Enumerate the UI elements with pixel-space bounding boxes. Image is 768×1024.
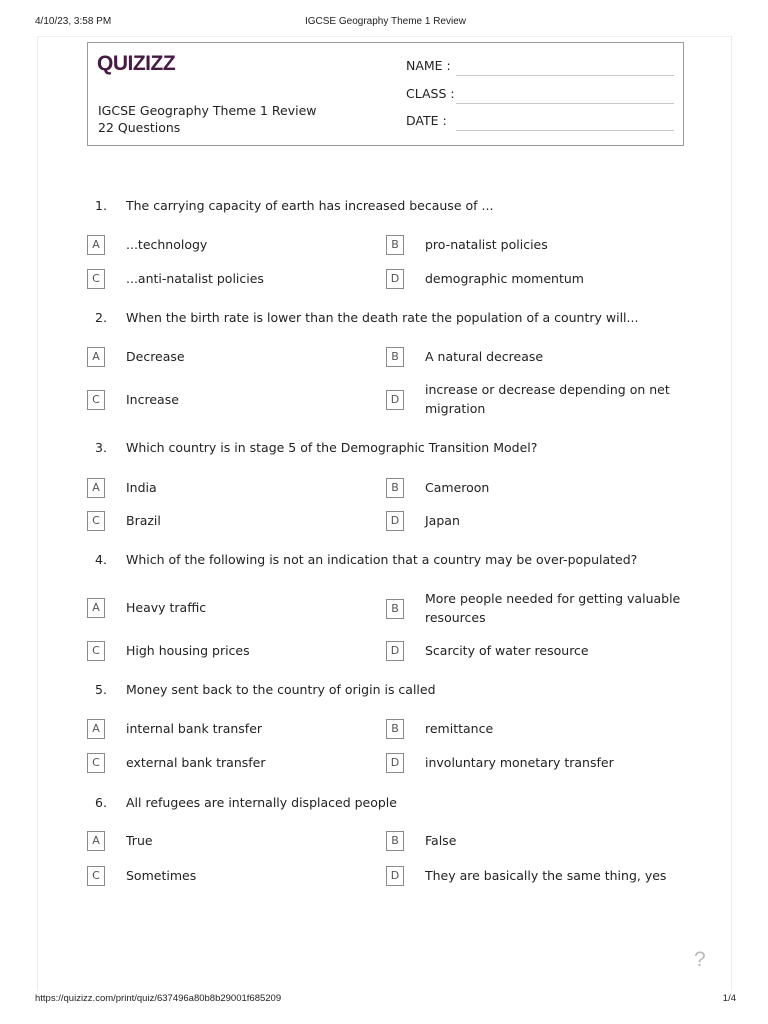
option-text: involuntary monetary transfer xyxy=(425,755,614,770)
option-letter: C xyxy=(87,269,105,289)
question-number: 5. xyxy=(95,682,107,697)
print-title: IGCSE Geography Theme 1 Review xyxy=(304,16,466,27)
option-text: More people needed for getting valuable resources xyxy=(425,591,681,625)
option-letter: D xyxy=(386,641,404,661)
option-text: internal bank transfer xyxy=(126,721,263,736)
question-text: Money sent back to the country of origin is called xyxy=(126,682,436,697)
option-letter: C xyxy=(87,641,105,661)
option-letter: A xyxy=(87,598,105,618)
worksheet-header xyxy=(87,42,684,146)
option-letter: D xyxy=(386,390,404,410)
option-text: Scarcity of water resource xyxy=(425,643,589,658)
question-number: 3. xyxy=(95,440,107,455)
option-text: High housing prices xyxy=(126,643,250,658)
option-letter: A xyxy=(87,235,105,255)
option-letter: D xyxy=(386,866,404,886)
class-field[interactable] xyxy=(406,86,674,106)
option-text: True xyxy=(126,833,153,848)
option-letter: C xyxy=(87,390,105,410)
question-number: 4. xyxy=(95,552,107,567)
quizizz-logo: QUIZIZZ xyxy=(97,52,176,75)
option-text: ...technology xyxy=(126,237,208,252)
option-text: India xyxy=(126,480,157,495)
question-text: All refugees are internally displaced people xyxy=(126,795,397,810)
question-number: 6. xyxy=(95,795,107,810)
option-text: Japan xyxy=(425,513,460,528)
option-text: Decrease xyxy=(126,349,185,364)
date-label: DATE : xyxy=(406,113,447,128)
question-number: 1. xyxy=(95,198,107,213)
option-text: Heavy traffic xyxy=(126,600,207,615)
question-number: 2. xyxy=(95,310,107,325)
option-text: They are basically the same thing, yes xyxy=(425,868,667,883)
print-footer xyxy=(35,993,736,1007)
option-letter: A xyxy=(87,719,105,739)
class-line[interactable] xyxy=(456,103,674,104)
option-letter: D xyxy=(386,753,404,773)
name-field[interactable] xyxy=(406,58,674,78)
print-url: https://quizizz.com/print/quiz/637496a80b8b29001f685209 xyxy=(35,993,282,1004)
option-text: pro-natalist policies xyxy=(425,237,548,252)
option-letter: D xyxy=(386,269,404,289)
option-letter: C xyxy=(87,866,105,886)
question-text: When the birth rate is lower than the death rate the population of a country will... xyxy=(126,310,639,325)
option-text: Increase xyxy=(126,392,179,407)
help-icon[interactable]: ? xyxy=(694,948,706,971)
option-text: remittance xyxy=(425,721,494,736)
option-text: increase or decrease depending on net migration xyxy=(425,382,670,416)
option-text: ...anti-natalist policies xyxy=(126,271,264,286)
date-line[interactable] xyxy=(456,130,674,131)
option-text: external bank transfer xyxy=(126,755,266,770)
class-label: CLASS : xyxy=(406,86,455,101)
option-text: Brazil xyxy=(126,513,161,528)
question-count: 22 Questions xyxy=(98,120,181,135)
print-timestamp: 4/10/23, 3:58 PM xyxy=(35,16,112,27)
option-text: Cameroon xyxy=(425,480,490,495)
option-letter: A xyxy=(87,347,105,367)
option-letter: C xyxy=(87,511,105,531)
option-letter: B xyxy=(386,719,404,739)
option-text: A natural decrease xyxy=(425,349,544,364)
date-field[interactable] xyxy=(406,113,674,133)
question-text: The carrying capacity of earth has increased because of ... xyxy=(126,198,494,213)
option-letter: C xyxy=(87,753,105,773)
option-letter: D xyxy=(386,511,404,531)
print-header xyxy=(35,16,736,30)
question-text: Which of the following is not an indication that a country may be over-populated? xyxy=(126,552,638,567)
option-letter: B xyxy=(386,831,404,851)
page-number: 1/4 xyxy=(722,993,736,1004)
option-text: Sometimes xyxy=(126,868,197,883)
quiz-title: IGCSE Geography Theme 1 Review xyxy=(98,103,317,118)
option-text: demographic momentum xyxy=(425,271,584,286)
option-letter: B xyxy=(386,478,404,498)
question-text: Which country is in stage 5 of the Demographic Transition Model? xyxy=(126,440,538,455)
option-letter: B xyxy=(386,347,404,367)
option-letter: A xyxy=(87,478,105,498)
option-text: False xyxy=(425,833,457,848)
name-label: NAME : xyxy=(406,58,451,73)
option-letter: B xyxy=(386,599,404,619)
option-letter: A xyxy=(87,831,105,851)
option-letter: B xyxy=(386,235,404,255)
name-line[interactable] xyxy=(456,75,674,76)
